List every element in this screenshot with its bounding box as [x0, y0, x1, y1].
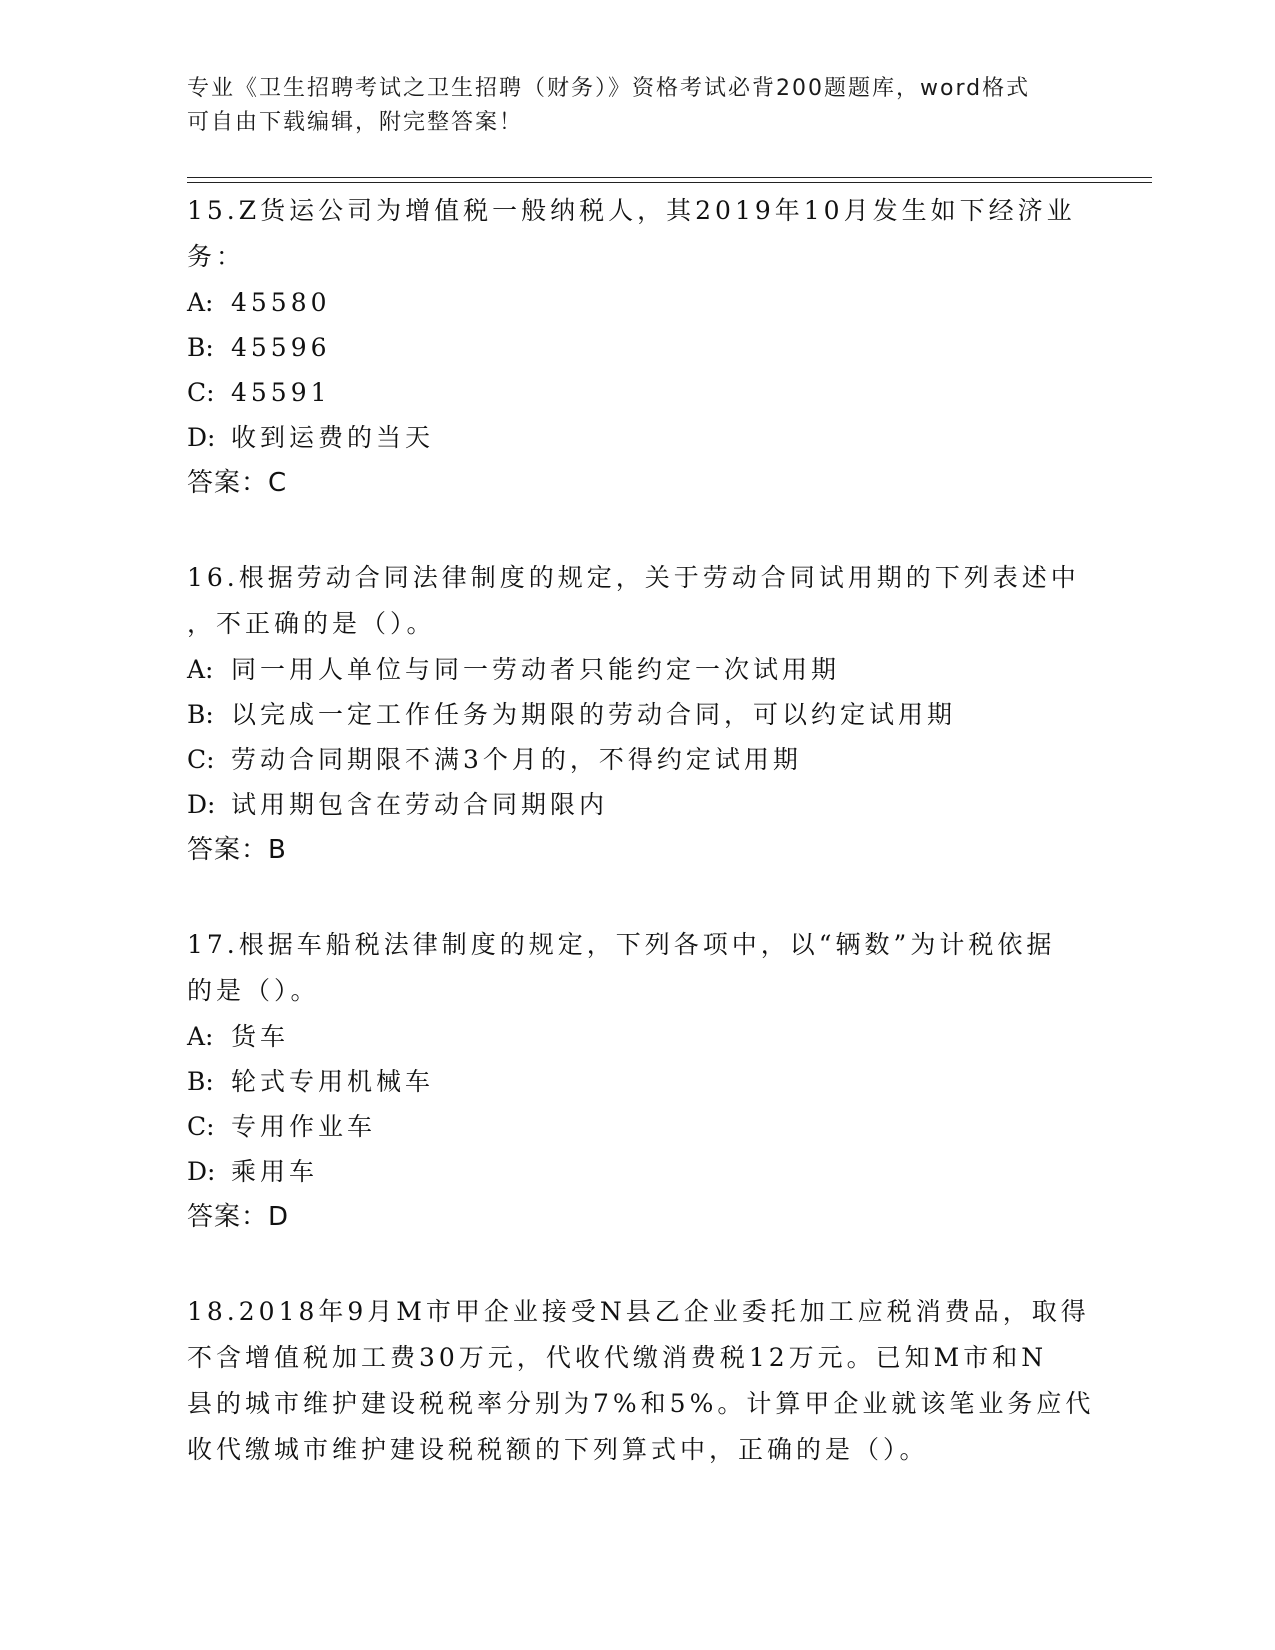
question-text-line: 17.根据车船税法律制度的规定，下列各项中，以“辆数”为计税依据 [187, 930, 1056, 959]
option-text: 货车 [231, 1022, 290, 1051]
option-label: A: [187, 655, 214, 684]
question-text [187, 922, 1087, 1014]
option-d [187, 1149, 1087, 1194]
question-text [187, 188, 1087, 280]
option-b [187, 1059, 1087, 1104]
question-text-line: ，不正确的是（）。 [187, 609, 436, 638]
question-text-line: 16.根据劳动合同法律制度的规定，关于劳动合同试用期的下列表述中 [187, 563, 1080, 592]
option-label: B: [187, 1067, 214, 1096]
question-15 [187, 188, 1087, 506]
option-text: 45580 [231, 288, 331, 317]
question-text-line: 18.2018年9月M市甲企业接受N县乙企业委托加工应税消费品，取得 [187, 1297, 1090, 1326]
question-18 [187, 1289, 1095, 1473]
question-text [187, 555, 1087, 647]
option-label: C: [187, 1112, 215, 1141]
option-c [187, 737, 1087, 782]
option-d [187, 415, 1087, 460]
option-text: 同一用人单位与同一劳动者只能约定一次试用期 [231, 655, 841, 684]
option-text: 以完成一定工作任务为期限的劳动合同，可以约定试用期 [231, 700, 957, 729]
option-text: 收到运费的当天 [231, 423, 435, 452]
option-label: D: [187, 1157, 216, 1186]
question-text-line: 的是（）。 [187, 976, 320, 1005]
header-divider-bottom [187, 182, 1152, 183]
option-a [187, 1014, 1087, 1059]
question-text [187, 1289, 1095, 1473]
header-divider-top [187, 177, 1152, 178]
answer-line: 答案：B [187, 835, 287, 865]
option-label: C: [187, 745, 215, 774]
answer-line: 答案：C [187, 468, 288, 498]
question-list [187, 188, 1095, 1522]
option-c [187, 370, 1087, 415]
option-label: A: [187, 288, 214, 317]
option-d [187, 782, 1087, 827]
question-text-line: 15.Z货运公司为增值税一般纳税人，其2019年10月发生如下经济业 [187, 196, 1076, 225]
question-16 [187, 555, 1087, 873]
question-text-line: 收代缴城市维护建设税税额的下列算式中，正确的是（）。 [187, 1435, 929, 1464]
option-label: B: [187, 333, 214, 362]
option-label: B: [187, 700, 214, 729]
option-b [187, 325, 1087, 370]
document-header [187, 72, 1067, 140]
option-label: C: [187, 378, 215, 407]
option-label: A: [187, 1022, 214, 1051]
option-text: 试用期包含在劳动合同期限内 [231, 790, 609, 819]
option-a [187, 280, 1087, 325]
option-c [187, 1104, 1087, 1149]
option-text: 轮式专用机械车 [231, 1067, 435, 1096]
option-text: 专用作业车 [231, 1112, 377, 1141]
header-line-2: 可自由下载编辑，附完整答案！ [187, 110, 524, 135]
question-17 [187, 922, 1087, 1240]
option-text: 45591 [231, 378, 331, 407]
option-a [187, 647, 1087, 692]
header-line-1: 专业《卫生招聘考试之卫生招聘（财务）》资格考试必背200题题库，word格式 [187, 76, 1031, 101]
option-b [187, 692, 1087, 737]
answer-line: 答案：D [187, 1202, 290, 1232]
option-text: 乘用车 [231, 1157, 319, 1186]
question-text-line: 务： [187, 242, 246, 271]
option-label: D: [187, 423, 216, 452]
question-text-line: 县的城市维护建设税税率分别为7%和5%。计算甲企业就该笔业务应代 [187, 1389, 1095, 1418]
option-text: 劳动合同期限不满3个月的，不得约定试用期 [231, 745, 802, 774]
option-label: D: [187, 790, 216, 819]
option-text: 45596 [231, 333, 331, 362]
question-text-line: 不含增值税加工费30万元，代收代缴消费税12万元。已知M市和N [187, 1343, 1048, 1372]
